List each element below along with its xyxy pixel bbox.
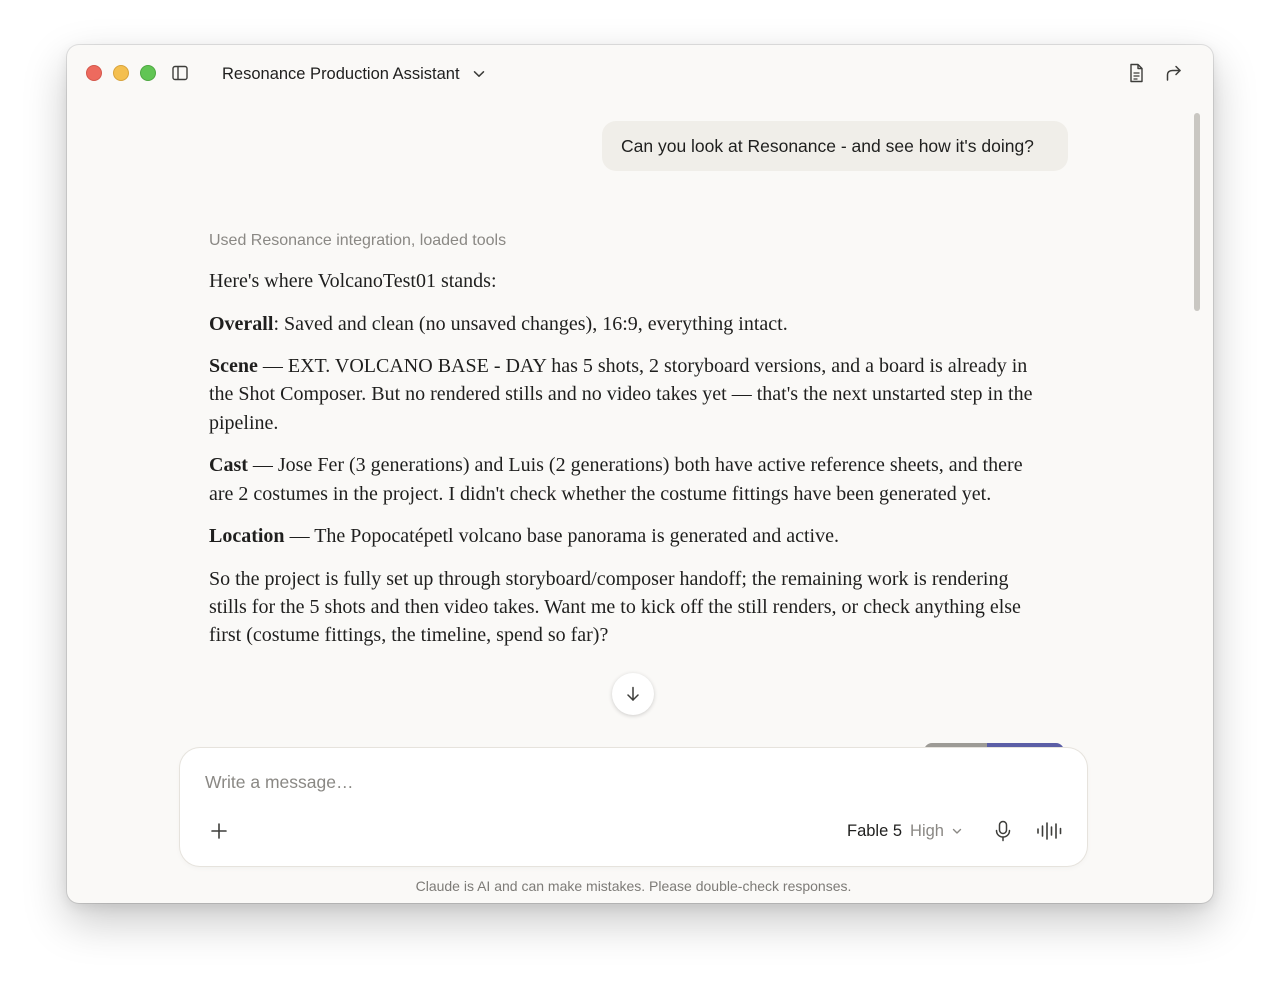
- response-scene: [209, 352, 1039, 437]
- model-name: Fable 5: [847, 821, 903, 840]
- scrollbar-thumb[interactable]: [1194, 113, 1200, 311]
- response-cast: [209, 451, 1039, 508]
- close-window-button[interactable]: [86, 65, 102, 81]
- voice-waveform-icon[interactable]: [1036, 819, 1064, 843]
- app-window: [67, 45, 1213, 903]
- model-effort: High: [910, 821, 944, 840]
- microphone-icon[interactable]: [992, 819, 1014, 843]
- location-label: Location: [209, 525, 285, 548]
- minimize-window-button[interactable]: [113, 65, 129, 81]
- user-message-text: Can you look at Resonance - and see how it's doing?: [621, 135, 1034, 156]
- assistant-response: [209, 267, 1039, 664]
- message-input[interactable]: [205, 772, 805, 793]
- plus-icon[interactable]: [208, 820, 230, 842]
- chevron-down-icon: [951, 825, 963, 837]
- response-closing: So the project is fully set up through storyboard/composer handoff; the remaining work is rendering stills for the 5 shots and then video takes. Want me to kick off the still renders, or check anything else first (costume fittings, the timeline, spend so far)?: [209, 567, 1021, 647]
- sidebar-toggle-icon[interactable]: [171, 64, 189, 82]
- location-text: — The Popocatépetl volcano base panorama is generated and active.: [284, 525, 839, 548]
- conversation-title: Resonance Production Assistant: [222, 64, 460, 83]
- arrow-down-icon: [624, 685, 642, 703]
- cast-label: Cast: [209, 454, 248, 477]
- message-composer: [180, 748, 1087, 866]
- user-message: [602, 121, 1068, 171]
- response-overall: [209, 310, 1039, 338]
- tool-use-status[interactable]: Used Resonance integration, loaded tools: [209, 232, 507, 249]
- share-arrow-icon[interactable]: [1163, 62, 1185, 84]
- overall-label: Overall: [209, 312, 274, 335]
- disclaimer: Claude is AI and can make mistakes. Please double-check responses.: [415, 878, 852, 894]
- document-icon[interactable]: [1125, 62, 1147, 84]
- scroll-to-bottom-button[interactable]: [612, 673, 654, 715]
- chevron-down-icon: [472, 67, 486, 81]
- response-location: [209, 522, 1039, 550]
- model-selector[interactable]: [847, 820, 963, 842]
- response-intro: Here's where VolcanoTest01 stands:: [209, 270, 497, 292]
- conversation-title-menu[interactable]: [222, 63, 486, 85]
- scene-text: — EXT. VOLCANO BASE - DAY has 5 shots, 2 storyboard versions, and a board is already in the Shot Composer. But no rendered stills and no video takes yet — that's the next unstarted step in the pipeline.: [209, 355, 1033, 434]
- scene-label: Scene: [209, 355, 258, 378]
- overall-text: : Saved and clean (no unsaved changes), 16:9, everything intact.: [273, 312, 788, 335]
- cast-text: — Jose Fer (3 generations) and Luis (2 generations) both have active reference sheets, and there are 2 costumes in the project. I didn't check whether the costume fittings have been generated yet.: [209, 454, 1023, 505]
- maximize-window-button[interactable]: [140, 65, 156, 81]
- title-bar: [67, 45, 1213, 103]
